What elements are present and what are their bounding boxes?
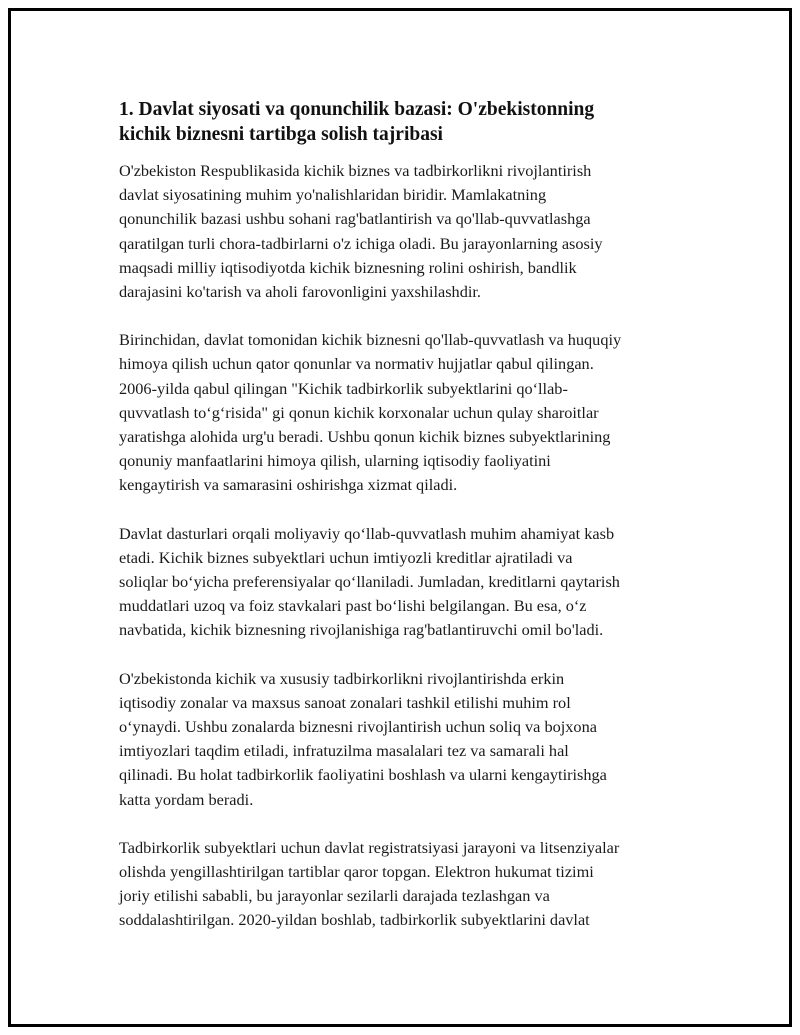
- paragraph-legislation: Birinchidan, davlat tomonidan kichik biznesni qo'llab-quvvatlash va huquqiy himoya qilish uchun qator qonunlar va normativ hujjatlar qabul qilingan. 2006-yilda qabul qilingan "Kichik tadbirkorlik subyektlarini qo‘llab- quvvatlash to‘g‘risida" gi qonun kichik korxonalar uchun qulay sharoitlar yaratishga alohida urg'u beradi. Ushbu qonun kichik biznes subyektlarining qonuniy manfaatlarini himoya qilish, ularning iqtisodiy faoliyatini kengaytirish va samarasini oshirishga xizmat qiladi.: [119, 330, 622, 495]
- document-body: [119, 97, 704, 957]
- paragraph-financial-support: Davlat dasturlari orqali moliyaviy qo‘llab-quvvatlash muhim ahamiyat kasb etadi. Kichik biznes subyektlari uchun imtiyozli kreditlar ajratiladi va soliqlar bo‘yicha preferensiyalar qo‘llaniladi. Jumladan, kreditlarni qaytarish muddatlari uzoq va foiz stavkalari past bo‘lishi belgilangan. Bu esa, o‘z navbatida, kichik biznesning rivojlanishiga rag'batlantiruvchi omil bo'ladi.: [119, 523, 620, 640]
- paragraph-economic-zones: O'zbekistonda kichik va xususiy tadbirkorlikni rivojlantirishda erkin iqtisodiy zonalar va maxsus sanoat zonalari tashkil etilishi muhim rol o‘ynaydi. Ushbu zonalarda biznesni rivojlantirish uchun soliq va bojxona imtiyozlari taqdim etiladi, infratuzilma masalalari tez va samarali hal qilinadi. Bu holat tadbirkorlik faoliyatini boshlash va ularni kengaytirishga katta yordam beradi.: [119, 668, 607, 809]
- section-heading: 1. Davlat siyosati va qonunchilik bazasi: O'zbekistonning kichik biznesni tartibga solish tajribasi: [119, 99, 595, 145]
- paragraph-registration: Tadbirkorlik subyektlari uchun davlat registratsiyasi jarayoni va litsenziyalar olishda yengillashtirilgan tartiblar qaror topgan. Elektron hukumat tizimi joriy etilishi sababli, bu jarayonlar sezilarli darajada tezlashgan va soddalashtirilgan. 2020-yildan boshlab, tadbirkorlik subyektlarini davlat: [119, 837, 620, 930]
- paragraph-intro: O'zbekiston Respublikasida kichik biznes va tadbirkorlikni rivojlantirish davlat siyosatining muhim yo'nalishlaridan biridir. Mamlakatning qonunchilik bazasi ushbu sohani rag'batlantirish va qo'llab-quvvatlashga qaratilgan turli chora-tadbirlarni o'z ichiga oladi. Bu jarayonlarning asosiy maqsadi milliy iqtisodiyotda kichik biznesning rolini oshirish, bandlik darajasini ko'tarish va aholi farovonligini yaxshilashdir.: [119, 161, 603, 302]
- document-page: [8, 8, 792, 1027]
